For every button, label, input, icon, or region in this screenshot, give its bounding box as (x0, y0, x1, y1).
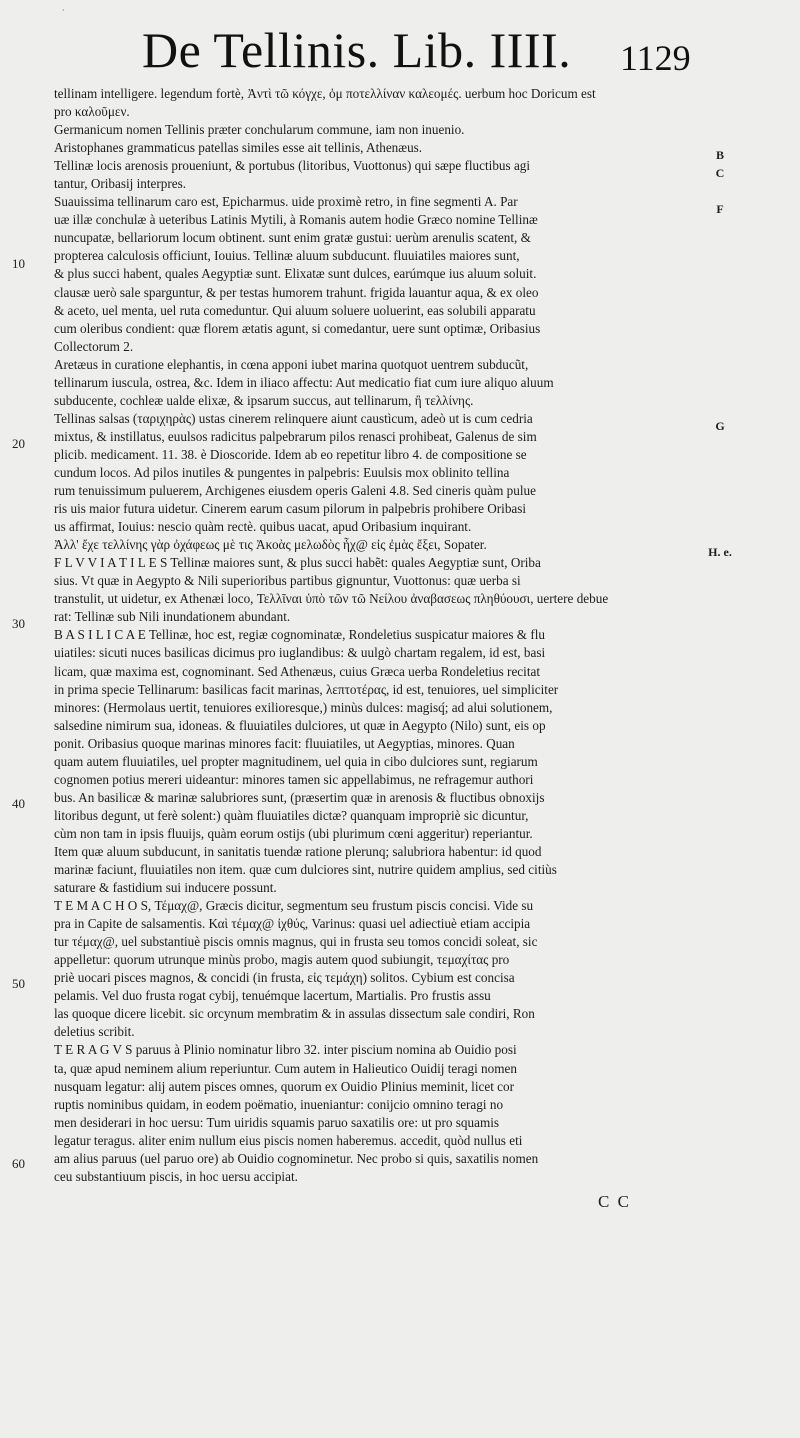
text-line: Item quæ aluum subducunt, in sanitatis tuendæ ratione plerunq; salubriora habentur: id quod (54, 843, 542, 859)
text-line: Aretæus in curatione elephantis, in cœna apponi iubet marina quotquot uentrem subducũt, (54, 356, 529, 372)
text-line: transtulit, ut uidetur, ex Athenæi loco, Τελλῖναι ὑπὸ τῶν τῶ Νείλου ἀναβασεως πληθύουσι, uertere debue (54, 591, 609, 607)
text-line: appelletur: quorum utrunque minùs probo, magis autem quod subiungit, τεμαχίτας pro (54, 952, 510, 968)
text-line: am alius paruus (uel paruo ore) ab Ouidio cognominetur. Nec probo si quis, saxatilis nomen (54, 1150, 539, 1166)
margin-note-c: C (715, 166, 725, 180)
text-line: Suauissima tellinarum caro est, Epicharmus. uide proximè retro, in fine segmenti A. Par (54, 194, 518, 210)
signature-mark: C C (598, 1192, 631, 1211)
text-line: T E R A G V S paruus à Plinio nominatur libro 32. inter piscium nomina ab Ouidio posi (54, 1042, 517, 1058)
text-line: cundum locos. Ad pilos inutiles & pungentes in palpebris: Euulsis mox oblinito tellina (54, 464, 510, 480)
text-line: ruptis nominibus quidam, in eodem poëmatio, inueniantur: conijcio omnino teragi no (54, 1096, 504, 1112)
text-line: Collectorum 2. (54, 338, 134, 354)
text-line: & aceto, uel menta, uel ruta comeduntur. Qui aluum soluere uoluerint, eas solubili apparatu (54, 302, 536, 318)
text-line: cognomen potius mereri uideantur: minores tamen sic appellabimus, ne refragemur authori (54, 771, 534, 787)
text-line: legatur teragus. aliter enim nullum eius piscis nomen haberemus. accedit, quòd nullus eti (54, 1132, 523, 1148)
text-line: Germanicum nomen Tellinis præter conchularum commune, iam non inuenio. (54, 122, 465, 138)
text-line: ta, quæ apud neminem alium reperiuntur. Cum autem in Halieutico Ouidij teragi nomen (54, 1060, 517, 1076)
text-line: priè uocari pisces magnos, & concidi (in frusta, εἰς τεμάχη) solitos. Cybium est concisa (54, 970, 515, 986)
text-line: licam, quæ maxima est, cognominant. Sed Athenæus, cuius Græca uerba Rondeletius recitat (54, 663, 540, 679)
line-number-60: 60 (12, 1156, 25, 1171)
text-line: minores: (Hermolaus uertit, tenuiores exilioresque,) minùs dulces: magisq́; ad alui solutionem, (54, 699, 553, 715)
text-line: in prima specie Tellinarum: basilicas facit marinas, λεπτοτέρας, id est, tenuiores, uel simpliciter (54, 681, 559, 697)
text-line: tantur, Oribasij interpres. (54, 176, 187, 192)
text-line: nusquam legatur: alij autem pisces omnes, quorum ex Ouidio Plinius meminit, licet cor (54, 1078, 515, 1094)
margin-note-g: G (715, 419, 725, 433)
text-line: rat: Tellinæ sub Nili inundationem abundant. (54, 609, 291, 625)
text-line: pelamis. Vel duo frusta rogat cybij, tenuémque lacertum, Martialis. Pro frustis assu (54, 988, 491, 1004)
text-line: mixtus, & instillatus, euulsos radicitus palpebrarum pilos renasci prohibeat, Galenus de sim (54, 428, 537, 444)
text-line: uiatiles: sicuti nuces basilicas dicimus pro iuglandibus: & uulgò chartam regalem, id est, basi (54, 645, 546, 661)
text-line: F L V V I A T I L E S Tellinæ maiores sunt, & plus succi habẽt: quales Aegyptiæ sunt, Oriba (54, 555, 541, 571)
line-number-50: 50 (12, 976, 25, 991)
text-line: tur τέμαχ@, uel substantiuè piscis omnis magnus, qui in frusta seu tomos concidi soleat, sic (54, 934, 538, 950)
text-line: B A S I L I C A E Tellinæ, hoc est, regiæ cognominatæ, Rondeletius suspicatur maiores & flu (54, 627, 545, 643)
text-line: rum tenuissimum puluerem, Archigenes eiusdem operis Galeni 4.8. Sed cineris quàm pulue (54, 483, 536, 499)
text-line: bus. An basilicæ & marinæ salubriores sunt, (præsertim quæ in arenosis & fluctibus obnoxijs (54, 789, 545, 805)
text-line: las quoque dicere licebit. sic orcynum membratim & in assulas dissectum sale condiri, Ron (54, 1006, 535, 1022)
text-line: propterea calculosis officiunt, Iouius. Tellinæ aluum subducunt. fluuiatiles maiores sunt, (54, 248, 520, 264)
text-line: cum oleribus condient: quæ florem ætatis agunt, si comedantur, uere sunt optimæ, Oribasius (54, 320, 541, 336)
text-line: salsedine nimirum sua, idoneas. & fluuiatiles dulciores, ut quæ in Aegypto (Nilo) sunt, eis op (54, 717, 546, 733)
text-line: Ἀλλ' ἔχε τελλίνης γὰρ ὀχάφεως μὲ τις Ἀκοὰς μελωδὸς ἦχ@ εἰς ἐμὰς ἔξει, Sopater. (54, 537, 487, 553)
text-line: litoribus degunt, ut ferè solent:) quàm fluuiatiles dictæ? quanquam impropriè sic dicuntur, (54, 807, 529, 823)
text-line: & plus succi habent, quales Aegyptiæ sunt. Elixatæ sunt dulces, earúmque ius aluum soluit. (54, 266, 537, 282)
text-line: quam autem fluuiatiles, uel propter magnitudinem, uel quia in cibo dulciores sunt, regiarum (54, 753, 538, 769)
text-line: tellinam intelligere. legendum fortè, Ἀντὶ τῶ κόγχε, ὀμ ποτελλίναν καλεομές. uerbum hoc Doricum est (54, 86, 596, 101)
text-line: T E M A C H O S, Τέμαχ@, Græcis dicitur, segmentum seu frustum piscis concisi. Vide su (54, 898, 534, 914)
text-line: marinæ faciunt, fluuiatiles non item. quæ cum dulciores sint, nutrire quidem amplius, sed citiùs (54, 862, 557, 878)
text-line: men desiderari in hoc uersu: Tum uiridis squamis paruo saxatilis ore: ut pro squamis (54, 1114, 500, 1130)
text-line: Tellinæ locis arenosis proueniunt, & portubus (litoribus, Vuottonus) qui sæpe fluctibus agi (54, 158, 531, 174)
text-line: uæ illæ conchulæ à ueteribus Latinis Mytili, à Romanis autem hodie Græco nomine Tellinæ (54, 212, 538, 228)
text-line: pra in Capite de salsamentis. Καὶ τέμαχ@ ἰχθύς, Varinus: quasi uel adiectiuè etiam accipia (54, 916, 531, 932)
text-line: saturare & fastidium sui inducere possunt. (54, 880, 277, 896)
text-line: Aristophanes grammaticus patellas similes esse ait tellinis, Athenæus. (54, 140, 423, 156)
text-line: tellinarum iuscula, ostrea, &c. Idem in iliaco affectu: Aut medicatio fiat cum iure aliquo aluum (54, 374, 554, 390)
ink-mark: · (62, 6, 65, 15)
body-text (54, 85, 694, 1186)
text-line: plicib. medicament. 11. 38. è Dioscoride. Idem ab eo repetitur libro 4. de compositione se (54, 446, 527, 462)
line-number-10: 10 (12, 256, 25, 271)
text-line: ceu substantiuum piscis, in hoc uersu accipiat. (54, 1168, 298, 1184)
line-number-20: 20 (12, 436, 25, 451)
margin-note-b: B (715, 148, 724, 162)
line-number-40: 40 (12, 796, 25, 811)
text-line: ris uis maior futura uidetur. Cinerem earum casum pilorum in palpebris prohibere Oribasi (54, 501, 527, 517)
text-line: pro καλοῦμεν. (54, 104, 130, 120)
page-number: 1129 (620, 38, 691, 78)
text-line: clausæ uerò sale sparguntur, & per testas humorem trahunt. frigida lauantur aqua, & ex oleo (54, 284, 539, 300)
text-line: ponit. Oribasius quoque marinas minores facit: fluuiatiles, ut Aegyptias, minores. Quan (54, 735, 515, 751)
line-number-30: 30 (12, 616, 25, 631)
text-line: Tellinas salsas (ταριχηρὰς) ustas cinerem relinquere aiunt caustìcum, adeò ut is cum cedria (54, 410, 533, 426)
margin-note-f: F (716, 202, 724, 216)
text-line: cùm non tam in ipsis fluuijs, quàm eorum ostijs (ubi plurimum cœni aggeritur) reperiantur. (54, 825, 533, 841)
text-line: sius. Vt quæ in Aegypto & Nili superioribus partibus gignuntur, Vuottonus: quæ uerba si (54, 573, 521, 589)
running-title: De Tellinis. Lib. IIII. (142, 22, 572, 78)
text-line: us affirmat, Iouius: nescio quàm rectè. quibus uacat, apud Oribasium inquirant. (54, 519, 472, 535)
margin-note-he: H. e. (708, 545, 732, 559)
text-line: nuncupatæ, bellariorum locum obtinent. sunt enim gratæ gustui: uerùm arenulis scatent, & (54, 230, 531, 246)
text-line: deletius scribit. (54, 1024, 135, 1040)
text-line: subducente, cochleæ ualde elixæ, & ipsarum succus, aut tellinarum, ἢ τελλίνης. (54, 392, 474, 408)
